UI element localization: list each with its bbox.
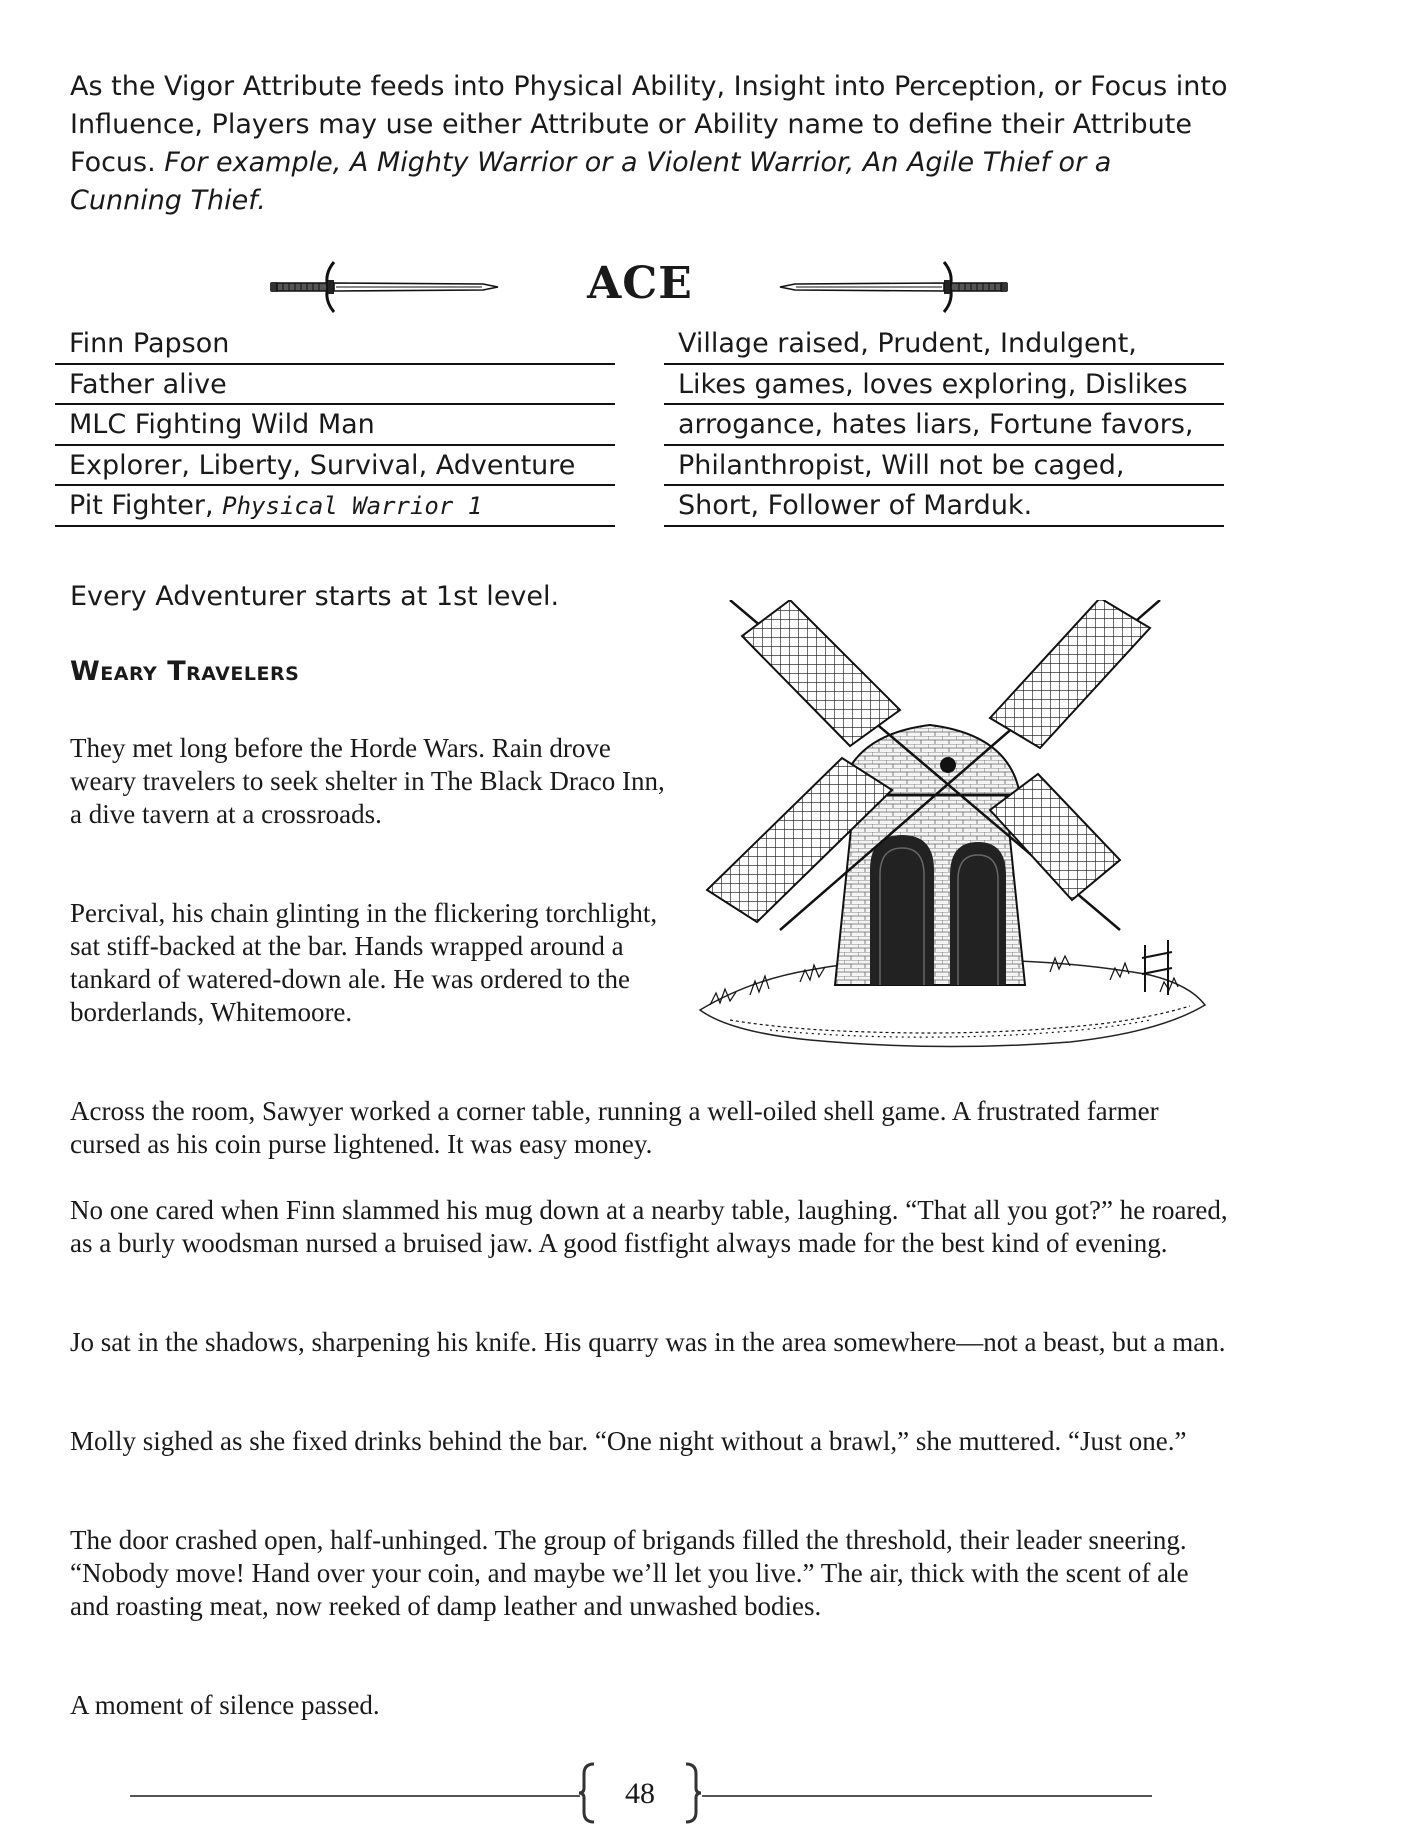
left-sword-icon <box>268 260 500 314</box>
story-paragraph: The door crashed open, half-unhinged. The group of brigands filled the threshold, their leader sneering. “Nobody move! Hand over your coin, and maybe we’ll let you live.” The air, thick with the scent of ale and roasting meat, now reeked of damp leather and unwashed bodies. <box>70 1525 1189 1621</box>
character-family: Father alive <box>55 365 615 406</box>
section-heading: Weary Travelers <box>70 656 300 687</box>
footer-rule-right <box>702 1795 1152 1797</box>
page-number: 48 <box>625 1777 655 1810</box>
right-sword-icon <box>778 260 1010 314</box>
character-details-right <box>664 324 1224 527</box>
character-focus-handwritten: Physical Warrior 1 <box>222 492 483 520</box>
character-occupation: Pit Fighter, <box>69 490 223 521</box>
windmill-illustration <box>690 600 1210 1080</box>
level-note: Every Adventurer starts at 1st level. <box>70 581 560 612</box>
footer-rule-left <box>130 1795 580 1797</box>
character-class-row <box>55 486 615 527</box>
story-paragraph: Jo sat in the shadows, sharpening his knife. His quarry was in the area somewhere—not a beast, but a man. <box>70 1327 1226 1357</box>
character-name: Finn Papson <box>55 324 615 365</box>
right-bracket-icon <box>682 1762 702 1824</box>
story-paragraph: They met long before the Horde Wars. Rain drove weary travelers to seek shelter in The Black Draco Inn, a dive tavern at a crossroads. <box>70 733 665 829</box>
character-trait-line: Philanthropist, Will not be caged, <box>664 446 1224 487</box>
character-title: ACE <box>587 258 693 309</box>
left-bracket-icon <box>578 1762 598 1824</box>
character-trait-line: Village raised, Prudent, Indulgent, <box>664 324 1224 365</box>
story-paragraph: Molly sighed as she fixed drinks behind the bar. “One night without a brawl,” she muttered. “Just one.” <box>70 1426 1187 1456</box>
character-trait-line: Likes games, loves exploring, Dislikes <box>664 365 1224 406</box>
character-background: MLC Fighting Wild Man <box>55 405 615 446</box>
story-paragraph: No one cared when Finn slammed his mug down at a nearby table, laughing. “That all you got?” he roared, as a burly woodsman nursed a bruised jaw. A good fistfight always made for the best kind of evening. <box>70 1195 1228 1258</box>
story-paragraph: Across the room, Sawyer worked a corner table, running a well-oiled shell game. A frustrated farmer cursed as his coin purse lightened. It was easy money. <box>70 1096 1159 1159</box>
intro-text: As the Vigor Attribute feeds into Physical Ability, Insight into Perception, or Focus into Influence, Players may use either Attribute or Ability name to define their Attribute Focus. <box>70 71 1228 178</box>
intro-paragraph <box>70 68 1230 220</box>
character-trait-line: arrogance, hates liars, Fortune favors, <box>664 405 1224 446</box>
story-paragraph: A moment of silence passed. <box>70 1690 380 1720</box>
character-trait-line: Short, Follower of Marduk. <box>664 486 1224 527</box>
character-details-left <box>55 324 615 527</box>
story-paragraph: Percival, his chain glinting in the flickering torchlight, sat stiff-backed at the bar. Hands wrapped around a tankard of watered-down ale. He was ordered to the borderlands, Whitemoore. <box>70 898 658 1027</box>
character-motivations: Explorer, Liberty, Survival, Adventure <box>55 446 615 487</box>
intro-example: For example, A Mighty Warrior or a Violent Warrior, An Agile Thief or a Cunning Thief. <box>70 147 1112 216</box>
